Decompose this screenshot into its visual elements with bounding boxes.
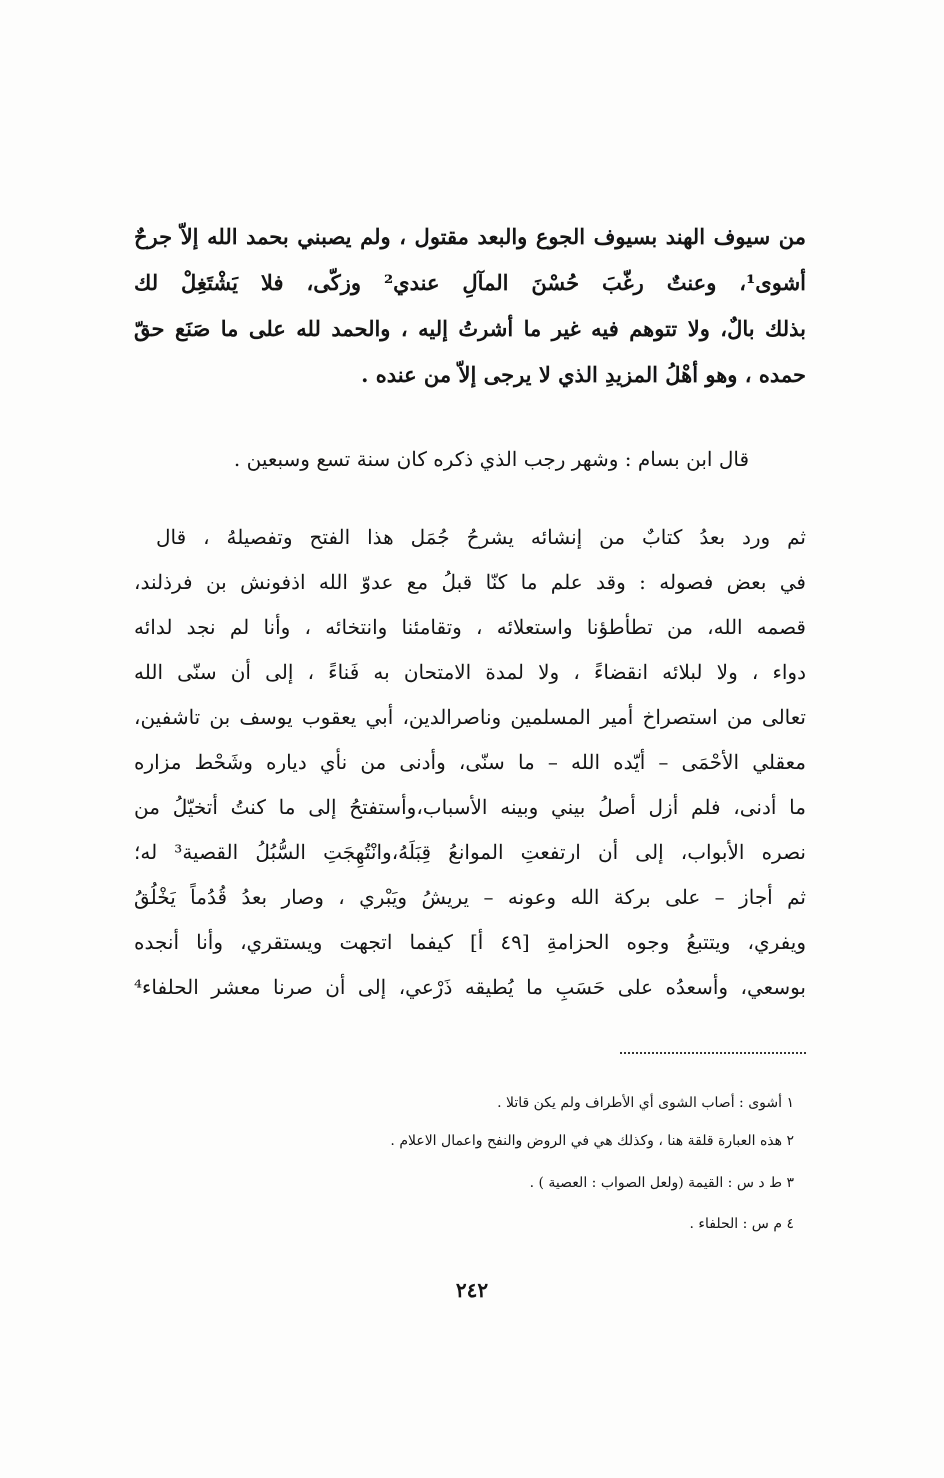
text-line: ويفري، ويتتبعُ وجوه الحزامةِ [٤٩ أ] كيفما اتجهت ويستقري، وأنا أنجده xyxy=(134,930,806,954)
text-line: بذلك بالٌ، ولا تتوهم فيه غير ما أشرتُ إليه ، والحمد لله على ما صَنَع حقّ xyxy=(134,316,806,341)
text-line: معقلي الأحْمَى – أيّده الله – ما سنّى، وأدنى من نأي دياره وشَحْط مزاره xyxy=(134,750,806,774)
text-line: من سيوف الهند بسيوف الجوع والبعد مقتول ، ولم يصبني بحمد الله إلاّ جرحٌ xyxy=(134,224,806,249)
text-line: في بعض فصوله : وقد علم ما كنّا قبلُ مع عدوّ الله اذفونش بن فرذلند، xyxy=(134,570,806,594)
footnote: ٣ ط د س : القيمة (ولعل الصواب : العصية ) . xyxy=(529,1175,794,1191)
text-line: تعالى من استصراخ أمير المسلمين وناصرالدين، أبي يعقوب يوسف بن تاشفين، xyxy=(134,705,806,729)
text-line: قال ابن بسام : وشهر رجب الذي ذكره كان سنة تسع وسبعين . xyxy=(233,447,749,471)
footnote-separator xyxy=(620,1052,806,1054)
text-line: قصمه الله، من تطأطؤنا واستعلائه ، وتقامئنا وانتخائه ، وأنا لم نجد لدائه xyxy=(134,615,806,639)
text-line: ما أدنى، فلم أزل أصلُ بيني وبينه الأسباب،وأستفتحُ إلى ما كنتُ أتخيّلُ من xyxy=(134,795,806,819)
text-line: أشوى¹، وعنتٌ رغّبَ حُسْنَ المآلِ عندي² وزكّى، فلا يَشْتَغِلْ لك xyxy=(134,270,806,295)
text-line: ثم أجاز – على بركة الله وعونه – يريشُ ويَبْري ، وصار بعدُ قُدُماً يَخْلُقُ xyxy=(134,885,806,909)
footnote: ٤ م س : الحلفاء . xyxy=(689,1216,794,1232)
text-line: حمده ، وهو أهْلُ المزيدِ الذي لا يرجى إلاّ من عنده . xyxy=(361,362,806,387)
footnote: ١ أشوى : أصاب الشوى أي الأطراف ولم يكن قاتلا . xyxy=(497,1095,794,1111)
footnote: ٢ هذه العبارة قلقة هنا ، وكذلك هي في الروض والنفح واعمال الاعلام . xyxy=(390,1133,794,1149)
text-line: دواء ، ولا لبلائه انقضاءً ، ولا لمدة الامتحان به فَناءً ، إلى أن سنّى الله xyxy=(134,660,806,684)
text-line: بوسعي، وأسعدُه على حَسَبِ ما يُطيقه ذَرْعي، إلى أن صرنا معشر الحلفاء⁴ xyxy=(134,975,806,999)
text-line: ثم ورد بعدُ كتابٌ من إنشائه يشرحُ جُمَل هذا الفتح وتفصيلهُ ، قال xyxy=(156,525,806,549)
text-line: نصره الأبواب، إلى أن ارتفعتِ الموانعُ قِبَلَهُ،وانْتُهِجَتِ السُّبُلُ القصية³ له؛ xyxy=(134,840,806,864)
page-number: ٢٤٢ xyxy=(455,1278,489,1302)
